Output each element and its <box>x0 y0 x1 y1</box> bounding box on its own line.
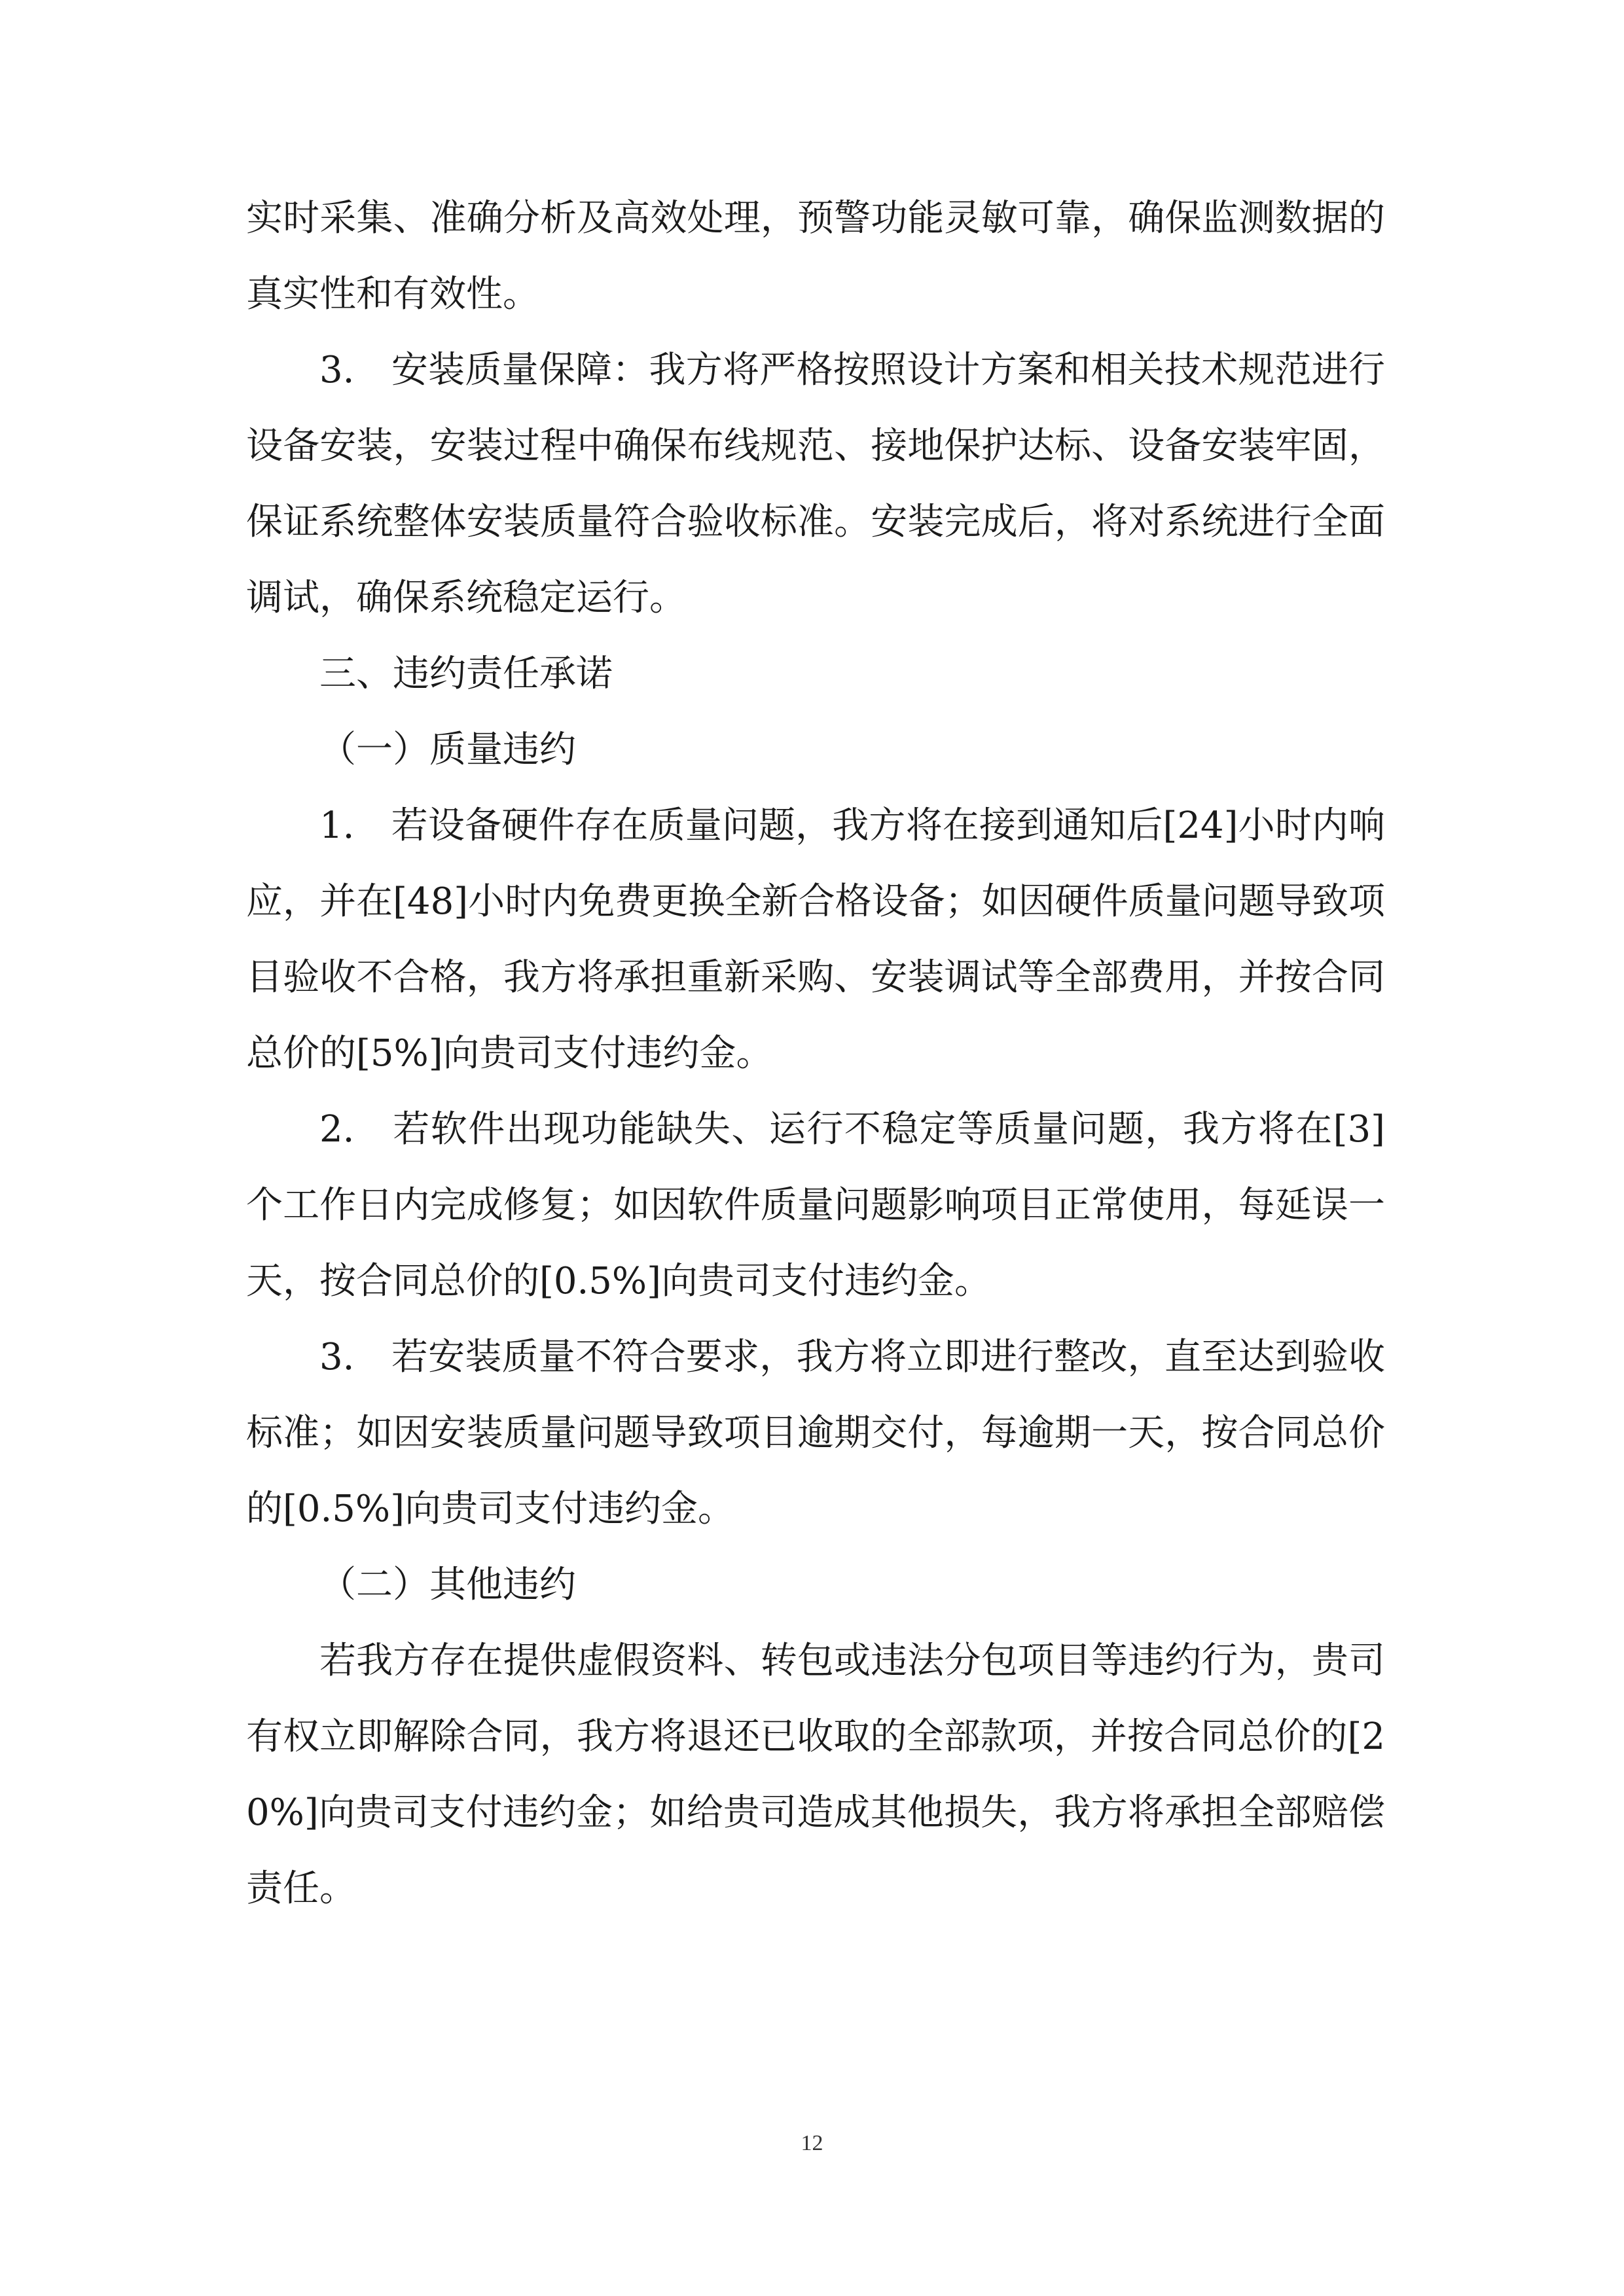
page-body <box>246 181 1385 1927</box>
page-number: 12 <box>801 2131 823 2155</box>
paragraph-installation-breach: 3. 若安装质量不符合要求，我方将立即进行整改，直至达到验收标准；如因安装质量问题导致项目逾期交付，每逾期一天，按合同总价的[0.5%]向贵司支付违约金。 <box>246 1336 1385 1530</box>
subsection-heading-other-breach: （二）其他违约 <box>319 1564 576 1606</box>
paragraph-software-breach: 2. 若软件出现功能缺失、运行不稳定等质量问题，我方将在[3]个工作日内完成修复；如因软件质量问题影响项目正常使用，每延误一天，按合同总价的[0.5%]向贵司支付违约金。 <box>246 1108 1385 1302</box>
paragraph-hardware-breach: 1. 若设备硬件存在质量问题，我方将在接到通知后[24]小时内响应，并在[48]小时内免费更换全新合格设备；如因硬件质量问题导致项目验收不合格，我方将承担重新采购、安装调试等全部费用，并按合同总价的[5%]向贵司支付违约金。 <box>246 804 1385 1075</box>
section-heading-liability: 三、违约责任承诺 <box>319 653 613 695</box>
paragraph-other-breach: 若我方存在提供虚假资料、转包或违法分包项目等违约行为，贵司有权立即解除合同，我方将退还已收取的全部款项，并按合同总价的[20%]向贵司支付违约金；如给贵司造成其他损失，我方将承担全部赔偿责任。 <box>246 1640 1385 1910</box>
subsection-heading-quality-breach: （一）质量违约 <box>319 728 576 771</box>
paragraph-installation-quality: 3. 安装质量保障：我方将严格按照设计方案和相关技术规范进行设备安装，安装过程中确保布线规范、接地保护达标、设备安装牢固，保证系统整体安装质量符合验收标准。安装完成后，将对系统进行全面调试，确保系统稳定运行。 <box>246 349 1385 619</box>
paragraph-continuation: 实时采集、准确分析及高效处理，预警功能灵敏可靠，确保监测数据的真实性和有效性。 <box>246 197 1385 315</box>
